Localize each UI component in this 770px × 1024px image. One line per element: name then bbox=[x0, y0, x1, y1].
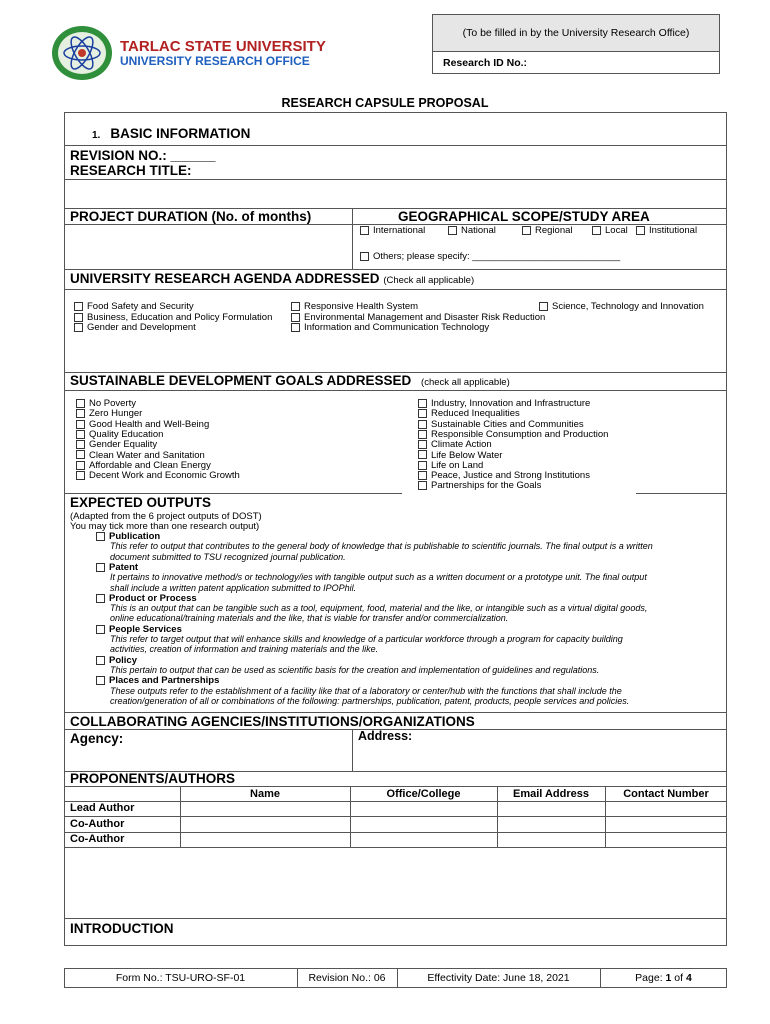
sdg-label: Affordable and Clean Energy bbox=[89, 459, 211, 471]
output-title: Policy bbox=[109, 654, 137, 666]
checkbox-icon bbox=[418, 450, 427, 459]
document-title: RESEARCH CAPSULE PROPOSAL bbox=[281, 96, 489, 110]
sdg-item[interactable] bbox=[76, 470, 240, 481]
checkbox-icon bbox=[418, 481, 427, 490]
footer-revision: Revision No.: 06 bbox=[308, 972, 386, 984]
output-title: Product or Process bbox=[109, 592, 197, 604]
checkbox-icon bbox=[418, 399, 427, 408]
research-title-label: RESEARCH TITLE: bbox=[70, 163, 192, 178]
output-description: This refer to target output that will enhance skills and knowledge of a particular workforce through a program for capacity building bbox=[110, 634, 623, 644]
basic-info-heading bbox=[92, 126, 250, 141]
checkbox-icon bbox=[74, 313, 83, 322]
checkbox-icon bbox=[96, 594, 105, 603]
agenda-label: Business, Education and Policy Formulation bbox=[87, 312, 273, 323]
sdg-label: Quality Education bbox=[89, 428, 164, 440]
checkbox-icon bbox=[522, 226, 531, 235]
sdg-label: Life Below Water bbox=[431, 449, 503, 461]
scope-opt-local[interactable] bbox=[592, 225, 628, 236]
sdg-label: Clean Water and Sanitation bbox=[89, 449, 205, 461]
sdg-label: Sustainable Cities and Communities bbox=[431, 418, 584, 430]
collab-heading: COLLABORATING AGENCIES/INSTITUTIONS/ORGANIZATIONS bbox=[70, 714, 475, 729]
footer-page bbox=[600, 972, 727, 984]
checkbox-icon bbox=[291, 323, 300, 332]
checkbox-icon bbox=[418, 471, 427, 480]
sdg-note: (check all applicable) bbox=[421, 377, 510, 388]
checkbox-icon bbox=[96, 563, 105, 572]
checkbox-icon bbox=[76, 420, 85, 429]
row-lead-author: Lead Author bbox=[70, 802, 135, 814]
checkbox-icon bbox=[74, 323, 83, 332]
option-label: National bbox=[461, 225, 496, 236]
agenda-label: Environmental Management and Disaster Risk Reduction bbox=[304, 312, 546, 323]
checkbox-icon bbox=[96, 656, 105, 665]
outputs-sub1: (Adapted from the 6 project outputs of DOST) bbox=[70, 511, 262, 522]
option-label: Institutional bbox=[649, 225, 698, 236]
checkbox-icon bbox=[291, 302, 300, 311]
scope-opt-regional[interactable] bbox=[522, 225, 573, 236]
option-label: Others; please specify: ____________________________ bbox=[373, 251, 621, 262]
col-office: Office/College bbox=[386, 788, 461, 800]
checkbox-icon bbox=[76, 450, 85, 459]
agenda-note: (Check all applicable) bbox=[383, 275, 475, 286]
agenda-item[interactable] bbox=[74, 322, 196, 333]
sdg-label: Industry, Innovation and Infrastructure bbox=[431, 398, 591, 409]
row-co-author: Co-Author bbox=[70, 818, 125, 830]
agenda-label: Responsive Health System bbox=[304, 301, 419, 312]
geographical-scope-label: GEOGRAPHICAL SCOPE/STUDY AREA bbox=[398, 209, 650, 224]
outputs-sub2: You may tick more than one research output) bbox=[70, 521, 260, 532]
checkbox-icon bbox=[76, 409, 85, 418]
scope-opt-national[interactable] bbox=[448, 225, 496, 236]
checkbox-icon bbox=[76, 399, 85, 408]
scope-others[interactable] bbox=[360, 251, 620, 262]
col-email: Email Address bbox=[512, 788, 589, 800]
sdg-item[interactable] bbox=[418, 480, 541, 491]
checkbox-icon bbox=[592, 226, 601, 235]
page-prefix: Page: bbox=[635, 972, 666, 984]
agenda-heading bbox=[70, 271, 474, 286]
agenda-label: Gender and Development bbox=[87, 322, 196, 333]
checkbox-icon bbox=[418, 440, 427, 449]
proponents-heading: PROPONENTS/AUTHORS bbox=[70, 771, 236, 786]
research-id-label: Research ID No.: bbox=[443, 57, 528, 69]
agenda-title: UNIVERSITY RESEARCH AGENDA ADDRESSED bbox=[70, 271, 380, 286]
output-description: It pertains to innovative method/s or technology/ies with tangible output such as a written document or a prototype unit. The final output bbox=[110, 572, 647, 583]
output-title: Places and Partnerships bbox=[109, 675, 220, 687]
checkbox-icon bbox=[360, 252, 369, 261]
output-description: This pertain to output that can be used as scientific basis for the creation and implementation of guidelines and regulations. bbox=[110, 664, 600, 675]
output-description: These outputs refer to the establishment of a facility like that of a laboratory or center/hub with the functions that shall include the bbox=[110, 685, 622, 696]
section-title: BASIC INFORMATION bbox=[110, 126, 251, 141]
output-description: activities, creation of information and training materials and the like. bbox=[110, 644, 379, 655]
page-mid: of bbox=[671, 972, 686, 984]
project-duration-label: PROJECT DURATION (No. of months) bbox=[70, 209, 312, 224]
agenda-label: Food Safety and Security bbox=[87, 301, 194, 312]
checkbox-icon bbox=[448, 226, 457, 235]
introduction-heading: INTRODUCTION bbox=[70, 921, 174, 936]
row-co-author: Co-Author bbox=[70, 833, 125, 845]
office-note: (To be filled in by the University Research Office) bbox=[433, 15, 719, 52]
sdg-heading bbox=[70, 373, 510, 388]
page-total: 4 bbox=[685, 972, 692, 984]
checkbox-icon bbox=[418, 409, 427, 418]
col-name: Name bbox=[250, 788, 280, 800]
checkbox-icon bbox=[418, 430, 427, 439]
sdg-title: SUSTAINABLE DEVELOPMENT GOALS ADDRESSED bbox=[70, 373, 412, 388]
footer-effectivity: Effectivity Date: June 18, 2021 bbox=[427, 972, 570, 984]
output-description: online educational/training materials and the like, that is viable for transfer and/or commercialization. bbox=[110, 613, 509, 624]
sdg-label: Zero Hunger bbox=[89, 408, 143, 420]
output-title: People Services bbox=[109, 623, 182, 635]
agency-label: Agency: bbox=[70, 731, 124, 746]
sdg-label: Good Health and Well-Being bbox=[89, 418, 210, 430]
col-contact: Contact Number bbox=[623, 788, 709, 800]
checkbox-icon bbox=[96, 532, 105, 541]
sdg-label: Gender Equality bbox=[89, 439, 158, 451]
output-title: Patent bbox=[109, 561, 139, 573]
office-name: UNIVERSITY RESEARCH OFFICE bbox=[120, 54, 310, 68]
scope-opt-institutional[interactable] bbox=[636, 225, 697, 236]
section-number: 1. bbox=[92, 130, 101, 141]
checkbox-icon bbox=[96, 676, 105, 685]
university-seal bbox=[50, 24, 114, 82]
outputs-heading: EXPECTED OUTPUTS bbox=[70, 495, 212, 510]
output-title: Publication bbox=[109, 531, 161, 542]
sdg-label: Reduced Inequalities bbox=[431, 408, 520, 420]
sdg-label: Peace, Justice and Strong Institutions bbox=[431, 470, 590, 482]
agenda-item[interactable] bbox=[291, 322, 489, 333]
scope-opt-international[interactable] bbox=[360, 225, 425, 236]
footer-form-no: Form No.: TSU-URO-SF-01 bbox=[115, 972, 246, 984]
checkbox-icon bbox=[636, 226, 645, 235]
agenda-label: Information and Communication Technology bbox=[304, 322, 490, 333]
output-description: This is an output that can be tangible such as a tool, equipment, food, material and the like, or intangible such as a virtual digital goods, bbox=[110, 603, 648, 614]
checkbox-icon bbox=[74, 302, 83, 311]
checkbox-icon bbox=[76, 471, 85, 480]
output-description: This refer to output that contributes to the general body of knowledge that is publishable to scientific journals. The final output is a written bbox=[110, 541, 653, 552]
sdg-label: Partnerships for the Goals bbox=[431, 480, 542, 492]
agenda-item[interactable] bbox=[74, 301, 194, 312]
checkbox-icon bbox=[360, 226, 369, 235]
page-current: 1 bbox=[665, 972, 672, 984]
checkbox-icon bbox=[291, 313, 300, 322]
checkbox-icon bbox=[418, 461, 427, 470]
sdg-label: Life on Land bbox=[431, 459, 484, 471]
revision-field[interactable]: REVISION NO.: ______ bbox=[70, 148, 216, 163]
university-name: TARLAC STATE UNIVERSITY bbox=[120, 38, 326, 55]
address-label: Address: bbox=[358, 729, 413, 743]
option-label: International bbox=[373, 225, 426, 236]
output-description: document submitted to TSU recognized journal publication. bbox=[110, 551, 346, 562]
agenda-item[interactable] bbox=[291, 301, 418, 312]
output-description: creation/generation of all or combinations of the following: partnerships, publication, patent, products, people services and policies. bbox=[110, 695, 630, 706]
sdg-label: No Poverty bbox=[89, 398, 136, 409]
checkbox-icon bbox=[76, 461, 85, 470]
checkbox-icon bbox=[76, 430, 85, 439]
office-use-box bbox=[432, 14, 720, 74]
agenda-label: Science, Technology and Innovation bbox=[552, 301, 704, 312]
checkbox-icon bbox=[539, 302, 548, 311]
checkbox-icon bbox=[418, 420, 427, 429]
agenda-item[interactable] bbox=[539, 301, 704, 312]
checkbox-icon bbox=[76, 440, 85, 449]
sdg-label: Climate Action bbox=[431, 439, 492, 451]
option-label: Local bbox=[605, 225, 628, 236]
sdg-label: Responsible Consumption and Production bbox=[431, 428, 609, 440]
option-label: Regional bbox=[535, 225, 573, 236]
sdg-label: Decent Work and Economic Growth bbox=[89, 470, 240, 482]
checkbox-icon bbox=[96, 625, 105, 634]
output-description: shall include a written patent application submitted to IPOPhil. bbox=[110, 582, 357, 593]
